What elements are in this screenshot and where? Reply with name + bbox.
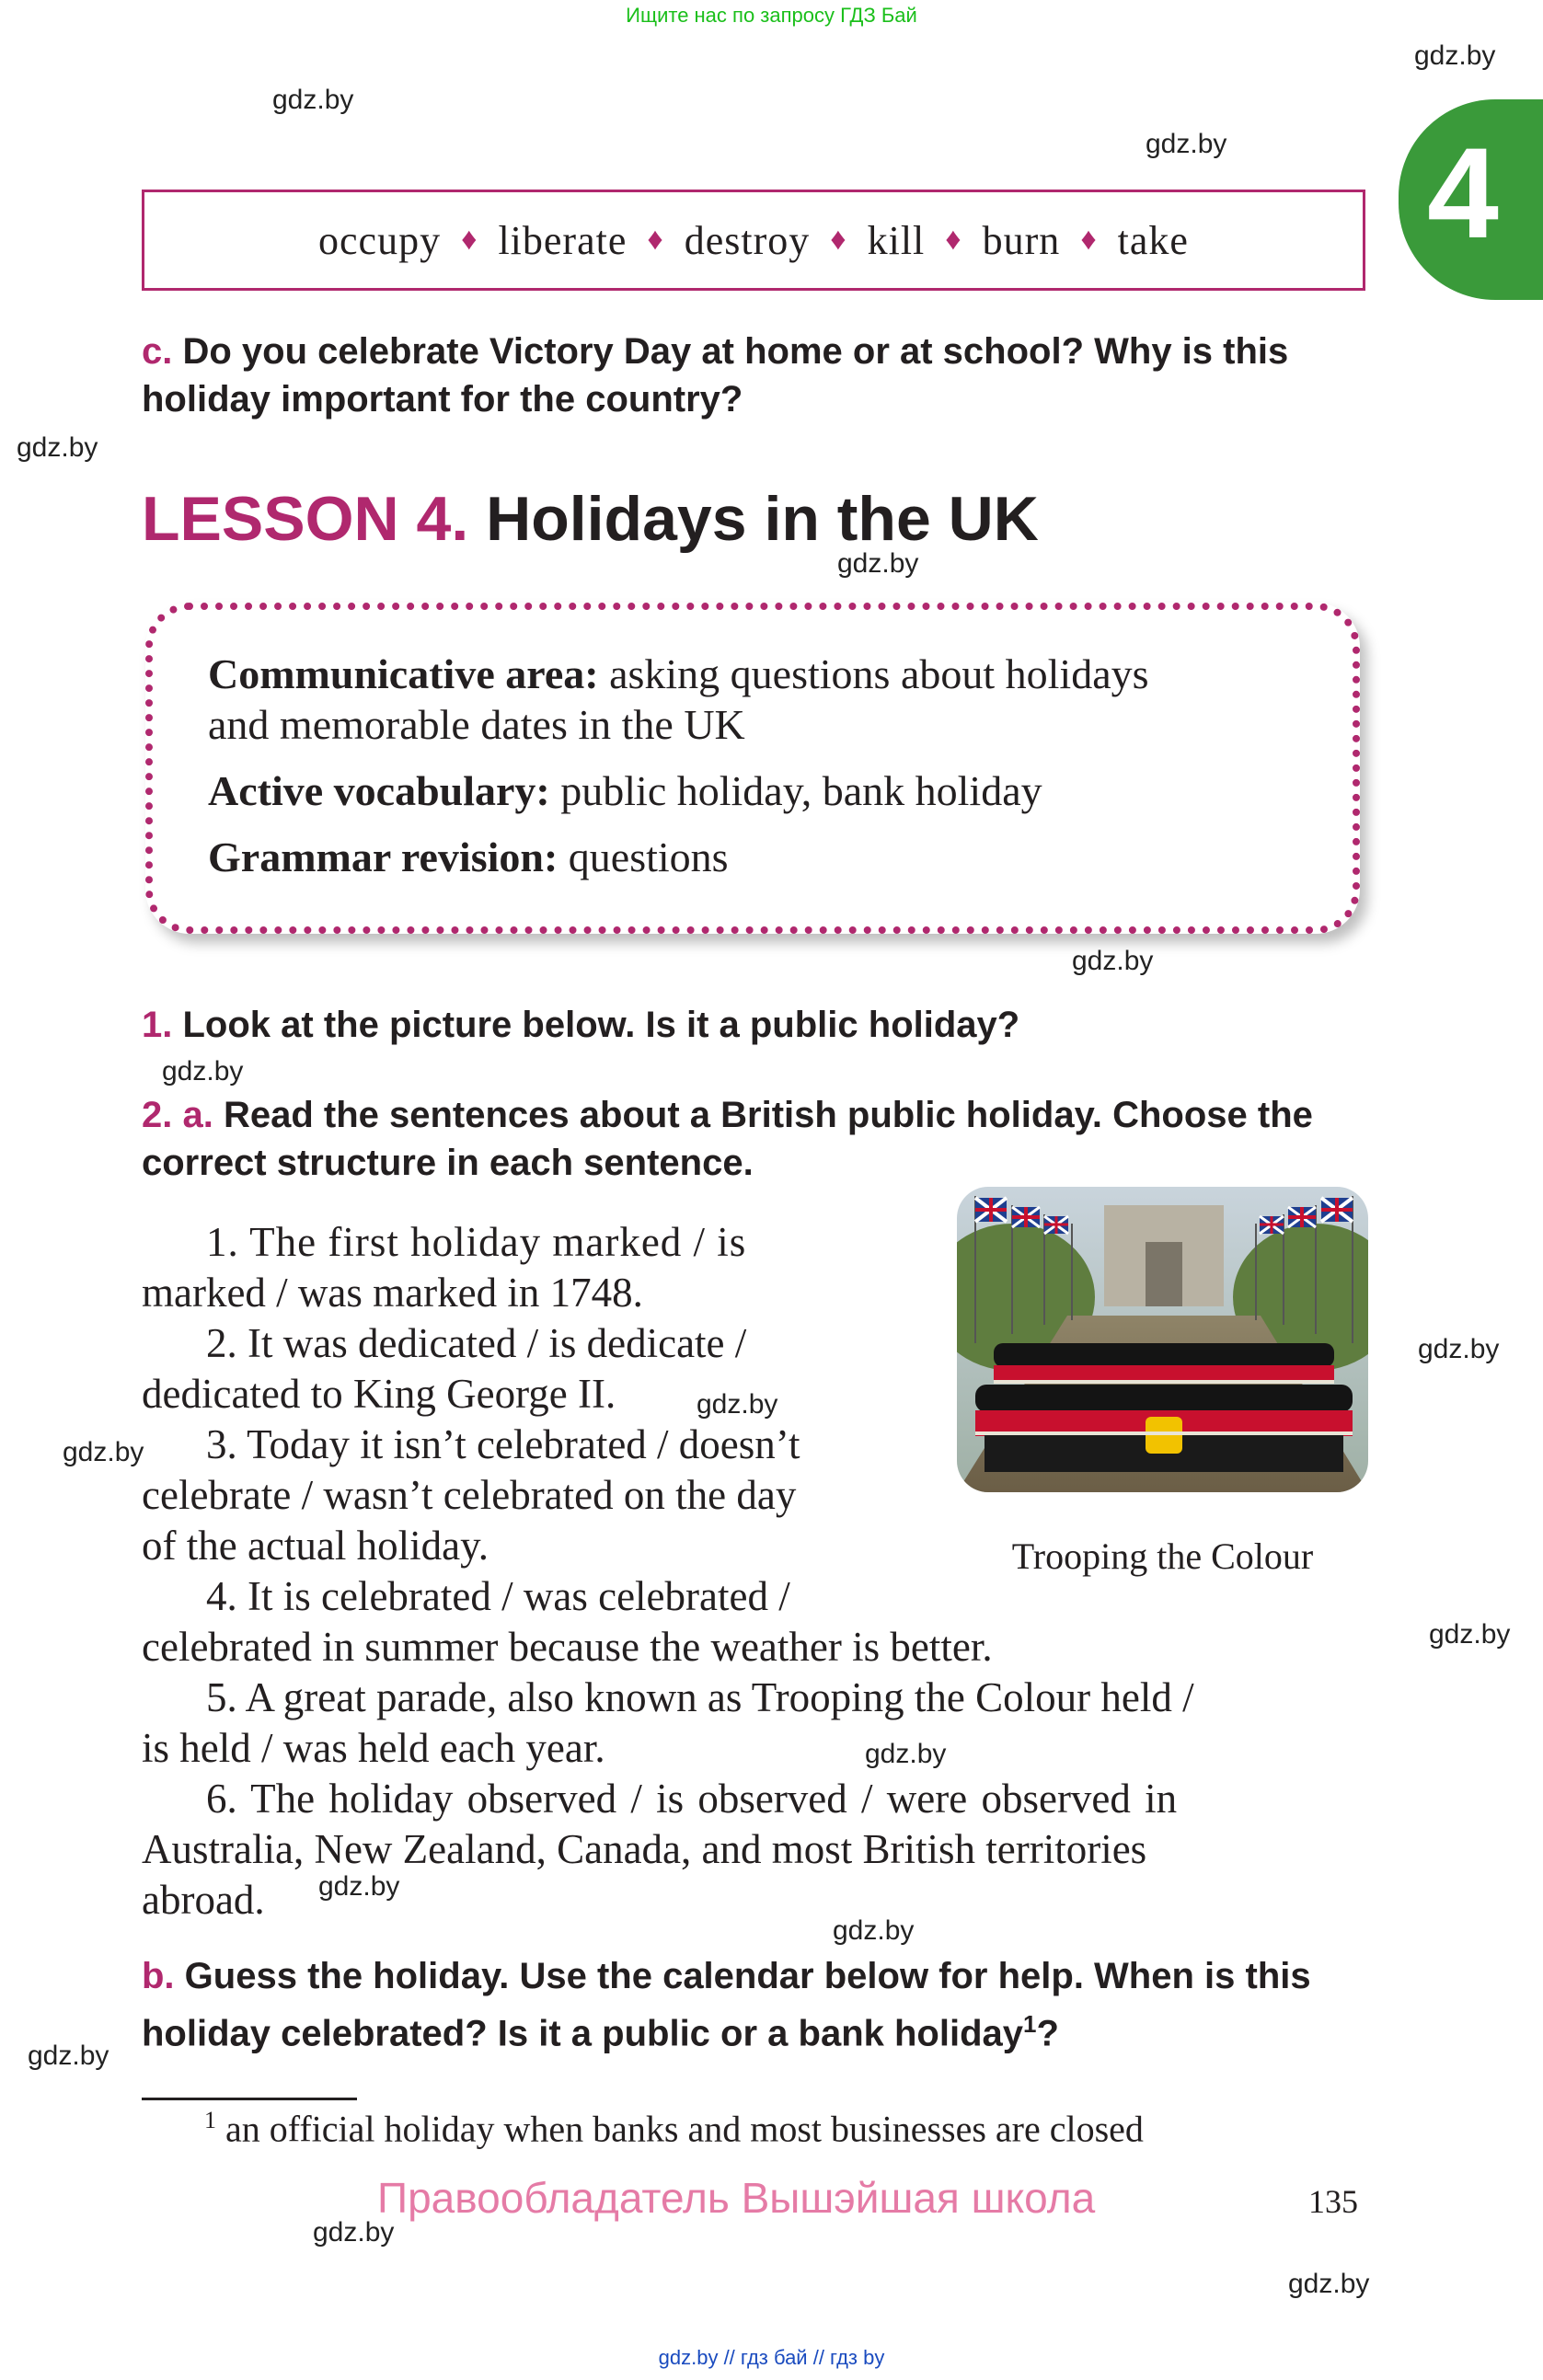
word-liberate: liberate [498,217,628,263]
lesson-heading [142,483,1039,555]
communicative-area [208,649,1149,700]
sentence-line: celebrate / wasn’t celebrated on the day [142,1472,797,1518]
lesson-number: LESSON 4. [142,484,469,554]
sentence-line: 4. It is celebrated / was celebrated / [206,1573,790,1619]
vocabulary-text: public holiday, bank holiday [560,767,1042,814]
watermark: gdz.by [1429,1619,1511,1650]
word-kill: kill [867,217,926,263]
grammar-text: questions [568,834,729,880]
task-2b [142,1952,1311,2057]
sentence-line: Australia, New Zealand, Canada, and most British territories [142,1826,1147,1872]
communicative-text-line2: and memorable dates in the UK [208,701,745,748]
sentence-line: of the actual holiday. [142,1523,489,1569]
watermark: gdz.by [318,1871,400,1902]
watermark: gdz.by [28,2041,109,2071]
footnote-ref: 1 [1023,2010,1037,2038]
task-2a [142,1091,1313,1187]
sentence-line: celebrated in summer because the weather is better. [142,1624,993,1670]
sentence-line: 5. A great parade, also known as Trooping the Colour held / [206,1674,1194,1720]
sentence-line: 2. It was dedicated / is dedicate / [206,1320,747,1366]
task-c [142,328,1288,423]
watermark: gdz.by [833,1915,915,1946]
copyright-stamp: Правообладатель Вышэйшая школа [377,2174,1096,2222]
task-label: 2. a. [142,1095,213,1135]
task-label: b. [142,1956,175,1996]
sentence-line: 1. The first holiday marked / is [206,1219,747,1265]
watermark: gdz.by [865,1739,947,1769]
task-label: 1. [142,1005,173,1045]
task-text: Do you celebrate Victory Day at home or at school? Why is this [182,331,1289,372]
sentence-line: dedicated to King George II. [142,1371,616,1417]
watermark: gdz.by [1288,2269,1370,2299]
watermark: gdz.by [1414,40,1496,71]
vocabulary-label: Active vocabulary: [208,767,550,814]
word-destroy: destroy [684,217,811,263]
active-vocabulary [208,765,1042,817]
photo-caption: Trooping the Colour [1011,1535,1314,1577]
watermark: gdz.by [837,548,919,579]
watermark: gdz.by [1146,129,1227,159]
grammar-label: Grammar revision: [208,834,558,880]
watermark: gdz.by [1418,1334,1500,1364]
task-text-end: ? [1036,2013,1059,2054]
diamond-icon: ♦ [830,223,847,257]
sentence-line: is held / was held each year. [142,1725,605,1771]
footnote-mark: 1 [204,2107,216,2133]
bottom-site-banner: gdz.by // гдз бай // гдз by [658,2346,885,2369]
communicative-label: Communicative area: [208,650,599,697]
task-text: holiday important for the country? [142,379,743,420]
task-1 [142,1001,1019,1049]
sentence-line: marked / was marked in 1748. [142,1270,643,1316]
task-text: correct structure in each sentence. [142,1143,754,1183]
communicative-text: asking questions about holidays [609,650,1149,697]
word-box [142,190,1365,291]
watermark: gdz.by [272,85,354,115]
watermark: gdz.by [313,2217,395,2248]
word-occupy: occupy [318,217,442,263]
unit-number: 4 [1427,121,1499,265]
task-label: c. [142,331,173,372]
page-number: 135 [1308,2183,1358,2220]
diamond-icon: ♦ [945,223,962,257]
diamond-icon: ♦ [1080,223,1098,257]
word-take: take [1117,217,1189,263]
sentence-line: 6. The holiday observed / is observed / were observed in [206,1776,1178,1822]
watermark: gdz.by [162,1056,244,1087]
grammar-revision [208,832,729,883]
task-text: Read the sentences about a British public holiday. Choose the [223,1095,1313,1135]
sentence-line: abroad. [142,1877,265,1923]
lesson-title: Holidays in the UK [486,484,1039,554]
trooping-the-colour-photo [957,1187,1368,1492]
watermark: gdz.by [1072,946,1154,976]
diamond-icon: ♦ [461,223,478,257]
watermark: gdz.by [63,1437,144,1467]
top-search-banner: Ищите нас по запросу ГДЗ Бай [626,4,917,27]
footnote-text: an official holiday when banks and most businesses are closed [225,2108,1144,2150]
task-text: Guess the holiday. Use the calendar below for help. When is this [184,1956,1311,1996]
watermark: gdz.by [17,432,98,463]
word-burn: burn [982,217,1061,263]
task-text: Look at the picture below. Is it a public holiday? [182,1005,1020,1045]
diamond-icon: ♦ [647,223,664,257]
sentence-line: 3. Today it isn’t celebrated / doesn’t [206,1421,800,1467]
footnote [204,2107,1144,2150]
watermark: gdz.by [697,1389,778,1420]
task-text: holiday celebrated? Is it a public or a bank holiday [142,2013,1024,2054]
footnote-divider [142,2098,357,2100]
